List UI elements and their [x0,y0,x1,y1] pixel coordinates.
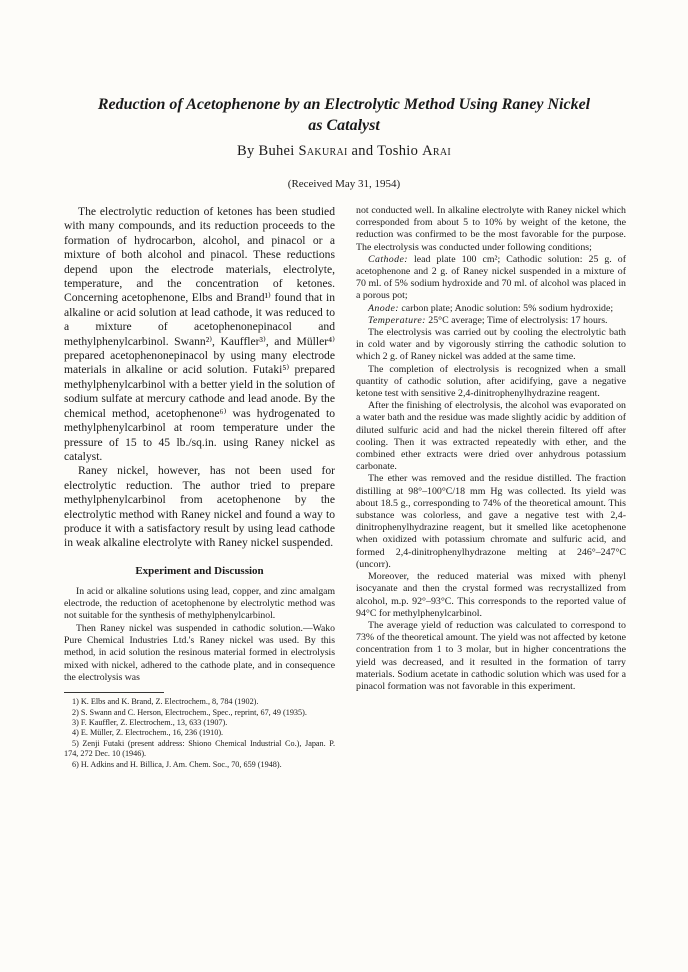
author-line [0,143,688,160]
footnote-5: 5) Zenji Futaki (present address: Shiono Chemical Industrial Co.), Japan. P. 174, 272 Dec. 10 (1946). [64,738,335,759]
footnote-divider [64,692,164,693]
right-paragraph-7: After the finishing of electrolysis, the alcohol was evaporated on a water bath and the residue was made slightly acidic by addition of diluted sulfuric acid and had the nickel therein filtered off after cooling. Then it was extracted repeatedly with ether, and the combined ether extracts were dried over anhydrous potassium carbonate. [356,400,626,473]
title-line-2: as Catalyst [308,117,380,134]
left-column [64,205,335,770]
temperature-label: Temperature: [368,314,426,326]
right-paragraph-10: The average yield of reduction was calculated to correspond to 73% of the theoretical amount. The yield was not affected by ketone concentration from 1 to 3 molar, but in higher concentrations the yield was decreased, and it resulted in the formation of tarry materials. Sodium acetate in cathodic solution which was used for a pinacol formation was not favorable in this experiment. [356,619,627,692]
cathode-label: Cathode: [368,253,408,265]
section-heading: Experiment and Discussion [135,564,264,577]
received-date: (Received May 31, 1954) [287,178,401,190]
cathode-conditions [356,254,626,303]
anode-text: carbon plate; Anodic solution: 5% sodium hydroxide; [401,302,614,314]
paper-title [40,94,648,136]
title-line-1: Reduction of Acetophenone by an Electrolytic Method Using Raney Nickel [97,96,591,113]
right-column [356,205,626,693]
experiment-paragraph-1: In acid or alkaline solutions using lead, copper, and zinc amalgam electrode, the reduction of acetophenone by electrolytic method was not suitable for the synthesis of methylphenylcarbinol. [64,585,335,622]
author-by: By [237,143,255,159]
cathode-text: lead plate 100 cm²; Cathodic solution: 25 g. of acetophenone and 2 g. of Raney nickel suspended in a mixture of 70 ml. of 5% sodium hydroxide and 70 ml. of alcohol was placed in a porous pot; [356,253,626,302]
footnote-3: 3) F. Kauffler, Z. Electrochem., 13, 633 (1907). [72,717,228,727]
footnote-4: 4) E. Müller, Z. Electrochem., 16, 236 (1910). [72,728,224,738]
right-paragraph-9: Moreover, the reduced material was mixed with phenyl isocyanate and then the crystal formed was recrystallized from alcohol, m.p. 92°–93°C. This corresponds to the reported value of 94°C for methylphenylcarbinol. [356,571,626,619]
intro-paragraph-1: The electrolytic reduction of ketones has been studied with many compounds, and its reduction proceeds to the formation of hydrocarbon, alcohol, and pinacol or a mixture of both alcohol and pinacol. These reductions depend upon the electrode materials, electrolyte, temperature, and the concentration of ketones. Concerning acetophenone, Elbs and Brand¹⁾ found that in alkaline or acid solution at lead cathode, it was reduced to a mixture of acetophenonepinacol and methylphenylcarbinol. Swann²⁾, Kauffler³⁾, and Müller⁴⁾ prepared acetophenonepinacol by using many electrode materials in alkaline or acid solution. Futaki⁵⁾ prepared methylphenylcarbinol with a better yield in the solution of sodium sulfate at mercury cathode and lead anode. By the chemical method, acetophenone⁶⁾ was hydrogenated to methylphenylcarbinol at room temperature under the pressure of 15 to 45 lb./sq.in. using Raney nickel as catalyst. [64,205,335,463]
introduction [64,205,335,551]
right-paragraph-8: The ether was removed and the residue distilled. The fraction distilling at 98°–100°C/18 mm Hg was collected. Its yield was about 18.5 g., corresponding to 74% of the theoretical amount. This substance was colorless, and gave a negative test with 2,4-dinitrophenylhydrazine reagent, but it smelled like acetophenone when oxidized with potassium chromate and sulfuric acid, and formed 2,4-dinitrophenylhydrazone melting at 246°–247°C (uncorr). [356,473,626,570]
right-paragraph-5: The electrolysis was carried out by cooling the electrolytic bath in cold water and by vigorously stirring the cathodic solution to which 2 g. of Raney nickel was added at the same time. [356,327,626,363]
anode-conditions [356,303,626,315]
temperature-conditions [356,315,626,327]
author-and: and [351,143,374,159]
anode-label: Anode: [368,302,399,314]
footnotes [64,697,335,770]
author-1-first-name: Buhei [258,143,295,159]
footnote-2: 2) S. Swann and C. Herson, Electrochem., Spec., reprint, 67, 49 (1935). [72,707,307,717]
experiment-section [64,586,335,684]
intro-paragraph-2: Raney nickel, however, has not been used for electrolytic reduction. The author tried to prepare methylphenylcarbinol from acetophenone by the electrolytic method with Raney nickel and found a way to produce it with a satisfactory result by using lead cathode in weak alkaline electrolyte with Raney nickel suspended. [64,464,335,550]
experiment-paragraph-2: Then Raney nickel was suspended in cathodic solution.—Wako Pure Chemical Industries Ltd.'s Raney nickel was used. By this method, in acid solution the resinous material formed in electrolysis mixed with nickel, adhered to the cathode plate, and in consequence the electrolysis was [64,622,335,683]
right-paragraph-6: The completion of electrolysis is recognized when a small quantity of cathodic solution, after acidifying, gave a negative ketone test with sensitive 2,4-dinitrophenylhydrazine reagent. [356,363,626,400]
temperature-text: 25°C average; Time of electrolysis: 17 hours. [428,314,608,326]
continued-paragraph: not conducted well. In alkaline electrolyte with Raney nickel which corresponded from about 5 to 10% by weight of the ketone, the reduction was confirmed to be the most favorable for the purpose. The electrolysis was conducted under following conditions; [356,205,626,253]
footnote-1: 1) K. Elbs and K. Brand, Z. Electrochem., 8, 784 (1902). [72,697,259,707]
author-2-first-name: Toshio [377,143,419,159]
footnote-6: 6) H. Adkins and H. Billica, J. Am. Chem. Soc., 70, 659 (1948). [72,759,282,769]
author-1-last-name: Sakurai [298,143,348,159]
author-2-last-name: Arai [422,143,451,159]
